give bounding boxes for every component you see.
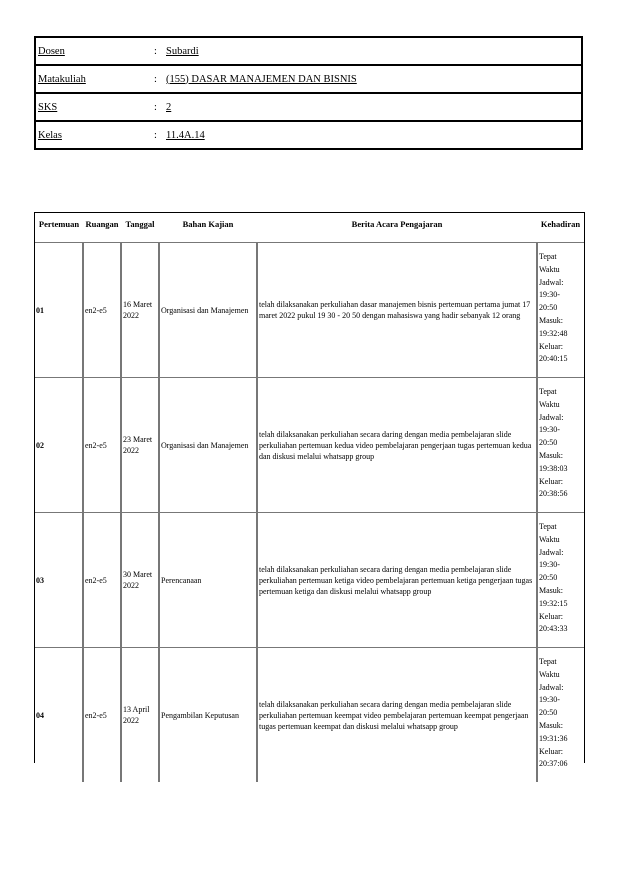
- meeting-log-table: [35, 213, 584, 782]
- meeting-log-frame: [34, 212, 585, 769]
- cell-kehadiran: [537, 242, 584, 377]
- info-row-sks: [35, 93, 582, 121]
- header-bahan-kajian: Bahan Kajian: [182, 218, 234, 229]
- attendance-line: Waktu: [539, 534, 560, 544]
- cell-bahan-kajian: Pengambilan Keputusan: [159, 647, 257, 782]
- attendance-line: Jadwal:: [539, 547, 564, 557]
- attendance-line: 19:31:36: [539, 733, 568, 743]
- cell-ruangan: en2-e5: [83, 647, 121, 782]
- header-ruangan: Ruangan: [85, 218, 119, 229]
- table-row: [35, 377, 584, 512]
- attendance-line: Waktu: [539, 669, 560, 679]
- cell-tanggal: 23 Maret 2022: [121, 377, 159, 512]
- attendance-line: Waktu: [539, 399, 560, 409]
- cell-bahan-kajian: Organisasi dan Manajemen: [159, 377, 257, 512]
- header-berita-acara: Berita Acara Pengajaran: [351, 218, 443, 229]
- header-kehadiran: Kehadiran: [540, 218, 581, 229]
- info-separator: :: [148, 93, 164, 121]
- attendance-line: 19:32:15: [539, 598, 568, 608]
- info-separator: :: [154, 45, 157, 57]
- attendance-line: 20:50: [539, 573, 558, 583]
- attendance-line: 20:40:15: [539, 354, 568, 364]
- cell-pertemuan: 02: [35, 377, 83, 512]
- attendance-line: 20:50: [539, 438, 558, 448]
- attendance-line: 19:32:48: [539, 328, 568, 338]
- cell-kehadiran: [537, 377, 584, 512]
- info-value-dosen: Subardi: [166, 45, 199, 57]
- attendance-line: 19:30-: [539, 560, 560, 570]
- table-row: [35, 242, 584, 377]
- attendance-line: Jadwal:: [539, 412, 564, 422]
- attendance-line: Tepat: [539, 657, 557, 666]
- cell-ruangan: en2-e5: [83, 242, 121, 377]
- cell-ruangan: en2-e5: [83, 377, 121, 512]
- info-value-matakuliah: (155) DASAR MANAJEMEN DAN BISNIS: [164, 65, 582, 93]
- attendance-line: Jadwal:: [539, 682, 564, 692]
- attendance-line: Masuk:: [539, 315, 563, 325]
- cell-bahan-kajian: Organisasi dan Manajemen: [159, 242, 257, 377]
- info-label: Kelas: [35, 121, 148, 149]
- info-label: SKS: [35, 93, 148, 121]
- attendance-line: Jadwal:: [539, 277, 564, 287]
- attendance-line: 20:50: [539, 708, 558, 718]
- course-info-table: [34, 36, 583, 150]
- attendance-line: 20:37:06: [539, 759, 568, 769]
- cell-tanggal: 16 Maret 2022: [121, 242, 159, 377]
- info-label: Dosen: [38, 45, 65, 57]
- cell-kehadiran: [537, 647, 584, 782]
- attendance-line: Keluar:: [539, 341, 563, 351]
- info-value-kelas: 11.4A.14: [164, 121, 582, 149]
- cell-pertemuan: 01: [35, 242, 83, 377]
- cell-kehadiran: [537, 512, 584, 647]
- attendance-line: 19:30-: [539, 425, 560, 435]
- attendance-line: 19:30-: [539, 290, 560, 300]
- info-row-kelas: [35, 121, 582, 149]
- cell-ruangan: en2-e5: [83, 512, 121, 647]
- cell-berita-acara: telah dilaksanakan perkuliahan secara daring dengan media pembelajaran slide perkuliahan pertemuan ketiga video pembelajaran pertemuan ketiga pengerjaan tugas pertemuan ketiga dan diskusi melalui whatsapp group: [257, 512, 537, 647]
- attendance-line: Masuk:: [539, 450, 563, 460]
- attendance-line: Tepat: [539, 522, 557, 531]
- cell-pertemuan: 03: [35, 512, 83, 647]
- attendance-line: Keluar:: [539, 611, 563, 621]
- attendance-line: 19:38:03: [539, 463, 568, 473]
- attendance-line: Tepat: [539, 252, 557, 261]
- attendance-line: Masuk:: [539, 720, 563, 730]
- attendance-line: Keluar:: [539, 476, 563, 486]
- table-header-row: [35, 213, 584, 234]
- cell-bahan-kajian: Perencanaan: [159, 512, 257, 647]
- cell-berita-acara: telah dilaksanakan perkuliahan dasar manajemen bisnis pertemuan pertama jumat 17 maret 2022 pukul 19 30 - 20 50 dengan mahasiswa yang hadir sebanyak 12 orang: [257, 242, 537, 377]
- table-row: [35, 647, 584, 782]
- info-separator: :: [148, 121, 164, 149]
- info-value-sks: 2: [164, 93, 582, 121]
- header-spacer: [35, 234, 584, 242]
- cell-tanggal: 13 April 2022: [121, 647, 159, 782]
- attendance-line: Waktu: [539, 264, 560, 274]
- header-tanggal: Tanggal: [125, 218, 155, 229]
- header-pertemuan: Pertemuan: [38, 218, 80, 229]
- cell-tanggal: 30 Maret 2022: [121, 512, 159, 647]
- attendance-line: Keluar:: [539, 746, 563, 756]
- attendance-line: 20:50: [539, 303, 558, 313]
- cell-berita-acara: telah dilaksanakan perkuliahan secara daring dengan media pembelajaran slide perkuliahan pertemuan keempat video pembelajaran pertemuan keempat pengerjaan tugas pertemuan keempat dan diskusi melalui whatsapp group: [257, 647, 537, 782]
- table-row: [35, 512, 584, 647]
- info-label: Matakuliah: [35, 65, 148, 93]
- attendance-line: 19:30-: [539, 695, 560, 705]
- cell-pertemuan: 04: [35, 647, 83, 782]
- attendance-line: Masuk:: [539, 585, 563, 595]
- info-row-dosen: [35, 37, 582, 65]
- attendance-line: 20:43:33: [539, 624, 568, 634]
- info-separator: :: [148, 65, 164, 93]
- attendance-line: 20:38:56: [539, 489, 568, 499]
- cell-berita-acara: telah dilaksanakan perkuliahan secara daring dengan media pembelajaran slide perkuliahan pertemuan kedua video pembelajaran pengerjaan tugas pertemuan kedua dan diskusi melalui whatsapp group: [257, 377, 537, 512]
- attendance-line: Tepat: [539, 387, 557, 396]
- info-row-matakuliah: [35, 65, 582, 93]
